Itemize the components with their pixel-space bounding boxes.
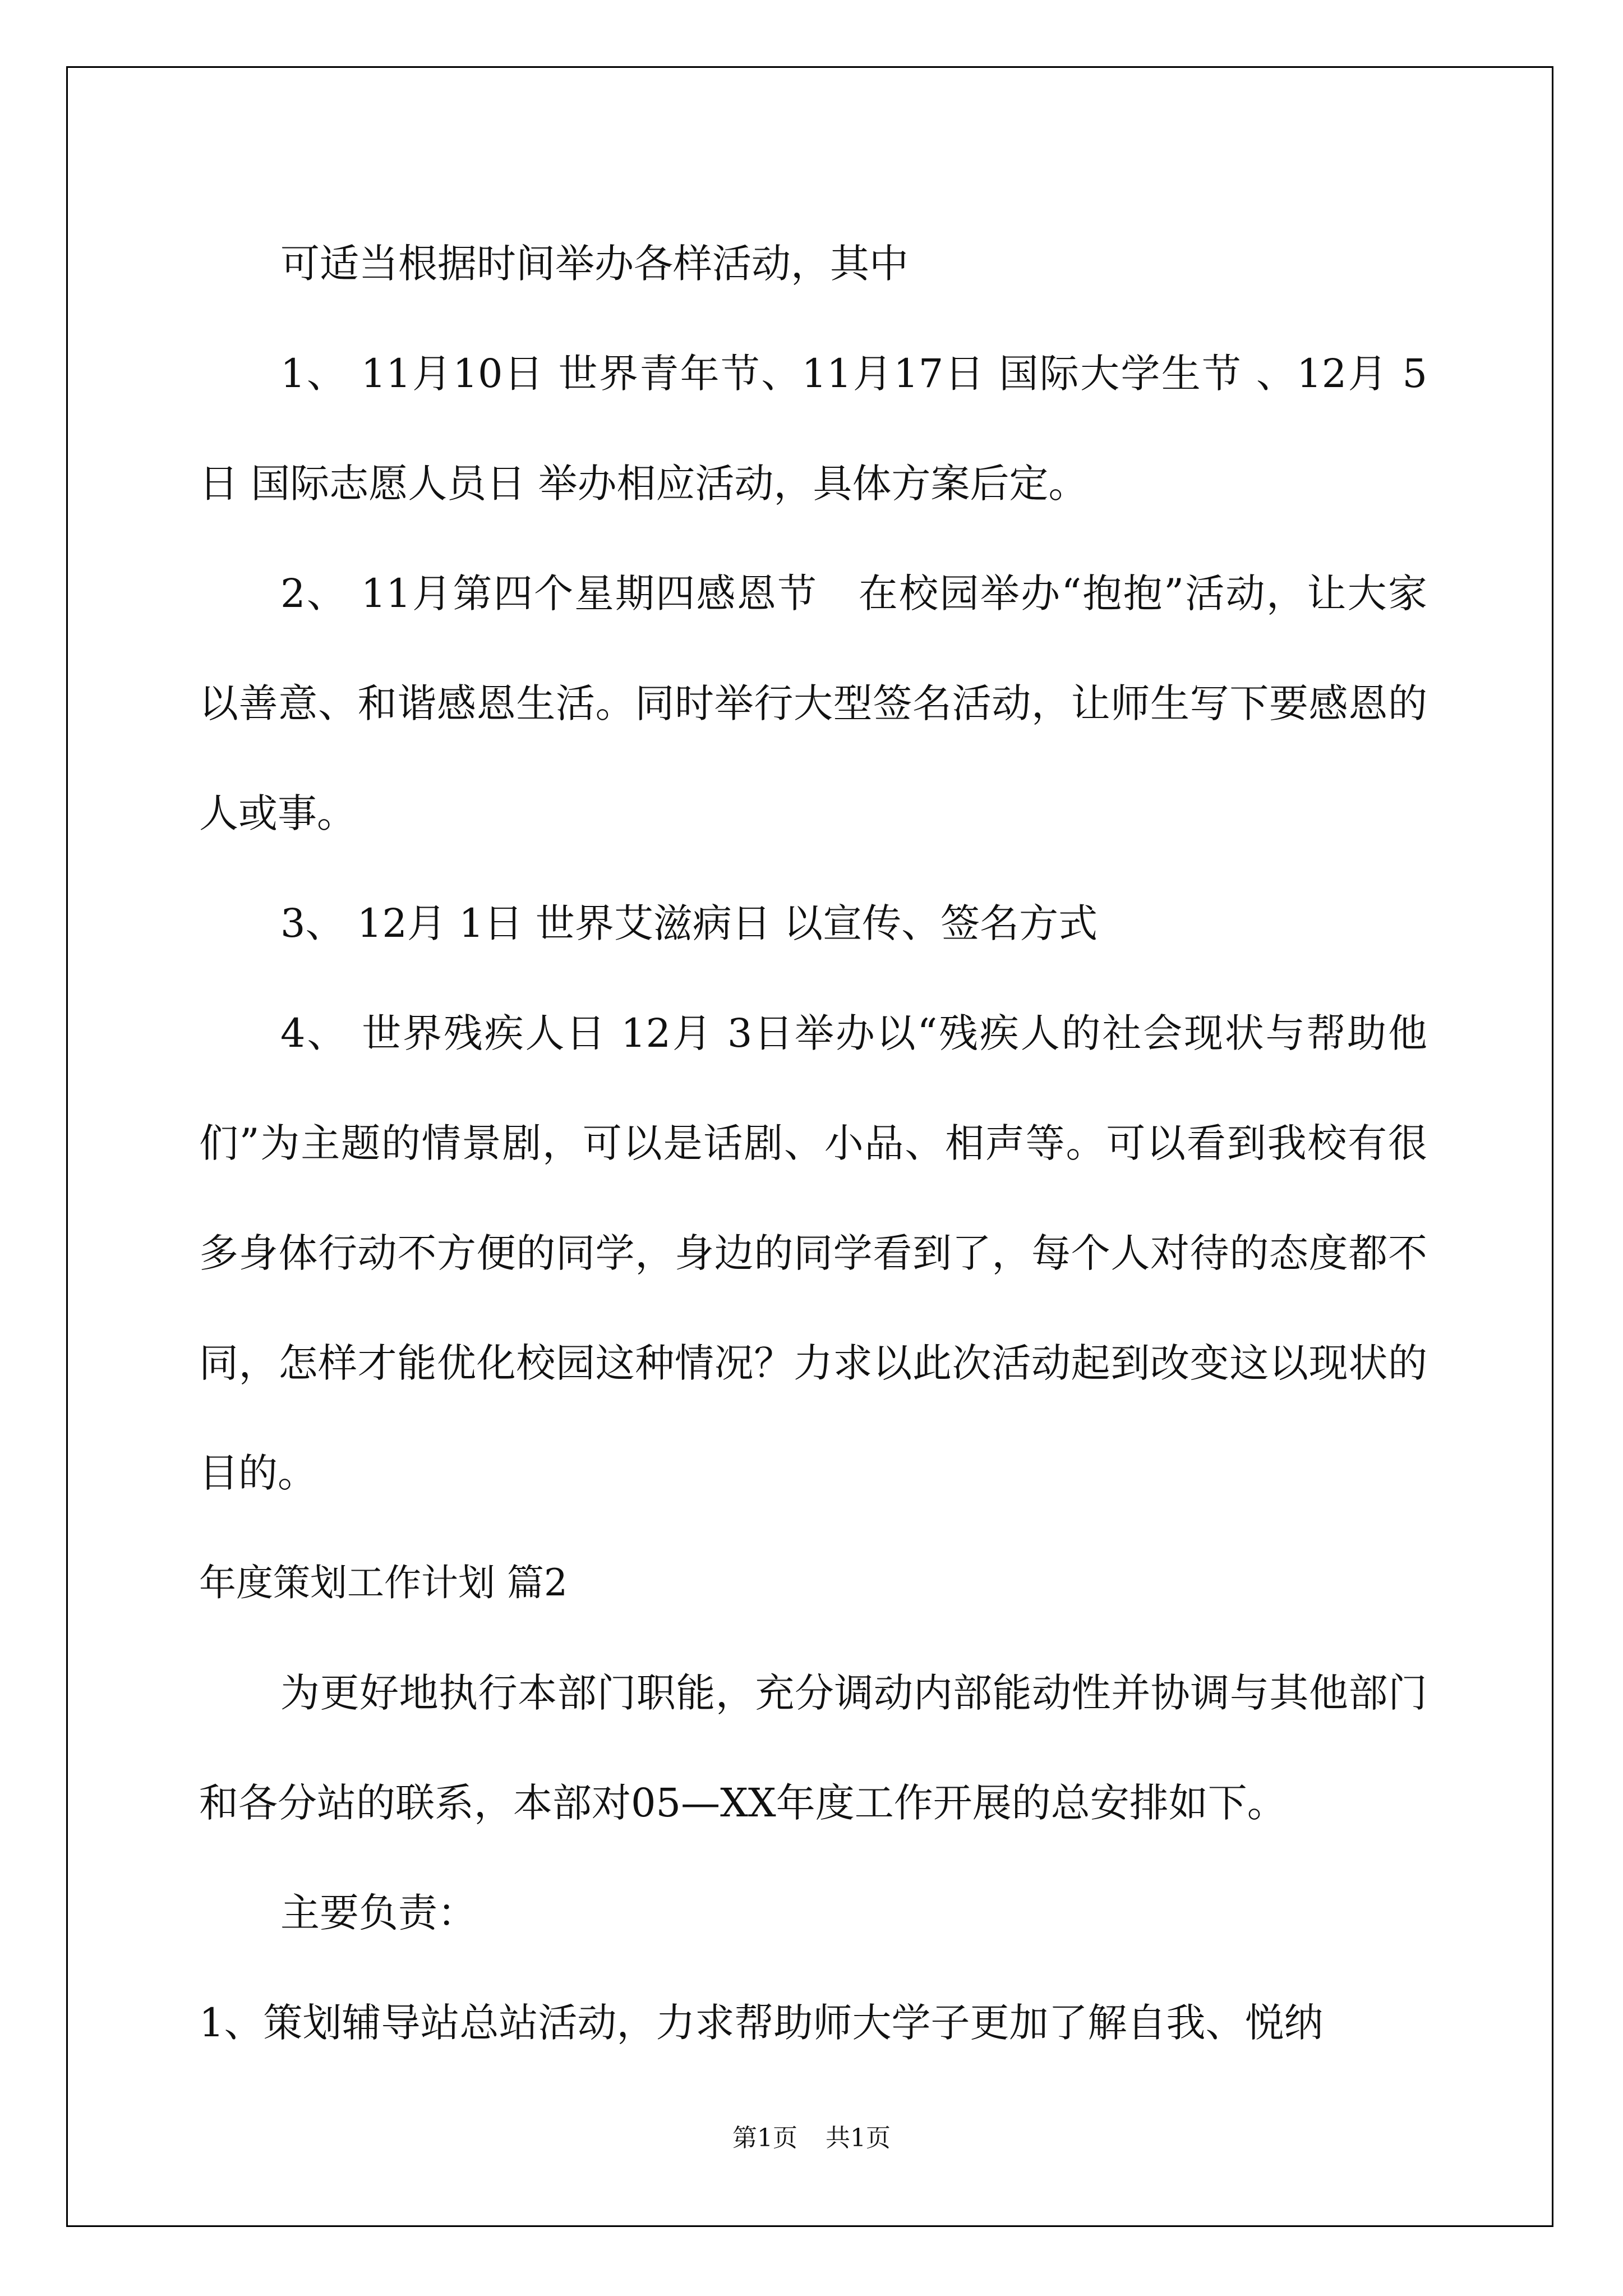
paragraph-duty-1: 1、策划辅导站总站活动，力求帮助师大学子更加了解自我、悦纳 [199,2000,1324,2046]
paragraph-section2-intro: 为更好地执行本部门职能，充分调动内部能动性并协调与其他部门和各分站的联系，本部对05—XX年度工作开展的总安排如下。 [199,1670,1427,1826]
document-body [199,209,1427,2078]
page-number-current: 第1页 [732,2124,797,2152]
paragraph-item-4: 4、 世界残疾人日 12月 3日举办以“残疾人的社会现状与帮助他们”为主题的情景剧，可以是话剧、小品、相声等。可以看到我校有很多身体行动不方便的同学，身边的同学看到了，每个人对待的态度都不同，怎样才能优化校园这种情况？力求以此次活动起到改变这以现状的目的。 [199,1010,1427,1496]
section-heading: 年度策划工作计划 篇2 [199,1561,568,1604]
page-footer [0,2122,1623,2155]
paragraph-main-duties: 主要负责： [280,1890,477,1936]
paragraph-item-2: 2、 11月第四个星期四感恩节 在校园举办“抱抱”活动，让大家以善意、和谐感恩生活。同时举行大型签名活动，让师生写下要感恩的人或事。 [199,570,1427,836]
paragraph-item-3: 3、 12月 1日 世界艾滋病日 以宣传、签名方式 [280,900,1098,946]
page-number-total: 共1页 [826,2124,891,2152]
paragraph-intro: 可适当根据时间举办各样活动，其中 [280,241,909,287]
paragraph-item-1: 1、 11月10日 世界青年节、11月17日 国际大学生节 、12月 5日 国际志愿人员日 举办相应活动，具体方案后定。 [199,351,1427,507]
